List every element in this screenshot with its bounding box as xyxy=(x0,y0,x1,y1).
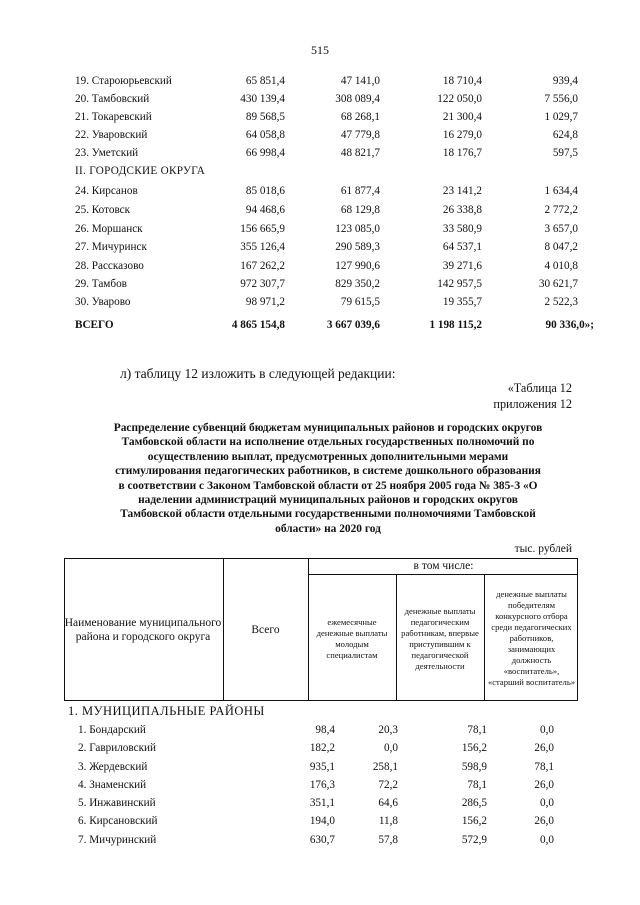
table-row xyxy=(75,145,580,162)
cell-value: 829 350,2 xyxy=(335,278,380,290)
cell-value: 4 010,8 xyxy=(544,260,578,272)
cell-value: 1 198 115,2 xyxy=(429,319,482,331)
column-header-young-specialists: ежемесячные денежные выплаты молодым специалистам xyxy=(316,616,388,660)
table-row xyxy=(75,221,580,238)
cell-value: 0,0 xyxy=(540,834,554,846)
total-label: ВСЕГО xyxy=(75,319,114,331)
cell-value: 26,0 xyxy=(534,779,554,791)
cell-total: 430 139,4 xyxy=(240,93,285,105)
cell-value: 68 129,8 xyxy=(340,204,380,216)
table-row xyxy=(78,722,578,739)
units-label: тыс. рублей xyxy=(514,543,572,555)
row-name: 22. Уваровский xyxy=(75,129,148,141)
column-header-competition-winners: денежные выплаты победителям конкурсного отбора среди педагогических работников, занимающих должность «воспитатель», «старший воспитатель» xyxy=(487,589,576,687)
column-header-including: в том числе: xyxy=(413,560,474,572)
cell-value: 16 279,0 xyxy=(442,129,482,141)
row-name: 1. Бондарский xyxy=(78,724,146,736)
cell-value: 18 176,7 xyxy=(442,147,482,159)
table-row xyxy=(75,183,580,200)
cell-value: 26 338,8 xyxy=(442,204,482,216)
table-row xyxy=(78,795,578,812)
cell-value: 30 621,7 xyxy=(538,278,578,290)
cell-value: 939,4 xyxy=(552,75,578,87)
cell-value: 572,9 xyxy=(461,834,487,846)
cell-value: 286,5 xyxy=(461,797,487,809)
title-line: области» на 2020 год xyxy=(275,522,381,535)
table-row xyxy=(78,759,578,776)
row-name: 2. Гавриловский xyxy=(78,742,156,754)
row-name: 21. Токаревский xyxy=(75,111,152,123)
cell-value: 156,2 xyxy=(461,815,487,827)
cell-total: 355 126,4 xyxy=(240,241,285,253)
row-name: 27. Мичуринск xyxy=(75,241,147,253)
cell-value: 0,0 xyxy=(540,797,554,809)
cell-value: 11,8 xyxy=(378,815,398,827)
table-row xyxy=(78,832,578,849)
title-line: стимулирования педагогических работников, в системе дошкольного образования xyxy=(115,465,541,478)
cell-value: 258,1 xyxy=(372,761,398,773)
row-name: 5. Инжавинский xyxy=(78,797,156,809)
cell-total: 972 307,7 xyxy=(240,278,285,290)
cell-value: 1 029,7 xyxy=(544,111,578,123)
cell-total: 351,1 xyxy=(309,797,335,809)
cell-value: 26,0 xyxy=(534,815,554,827)
cell-value: 0,0 xyxy=(384,742,398,754)
annex-table-label: «Таблица 12 xyxy=(507,381,572,395)
row-name: 23. Уметский xyxy=(75,147,139,159)
cell-total: 94 468,6 xyxy=(245,204,285,216)
cell-value: 68 268,1 xyxy=(340,111,380,123)
cell-value: 3 657,0 xyxy=(544,223,578,235)
cell-value: 90 336,0»; xyxy=(545,319,594,331)
cell-value: 142 957,5 xyxy=(437,278,482,290)
cell-value: 0,0 xyxy=(540,724,554,736)
cell-value: 123 085,0 xyxy=(335,223,380,235)
cell-value: 18 710,4 xyxy=(442,75,482,87)
cell-total: 194,0 xyxy=(309,815,335,827)
cell-value: 20,3 xyxy=(378,724,398,736)
cell-total: 65 851,4 xyxy=(245,75,285,87)
table-row xyxy=(75,73,580,90)
cell-value: 33 580,9 xyxy=(442,223,482,235)
table-row xyxy=(78,813,578,830)
title-line: в соответствии с Законом Тамбовской области от 25 ноября 2005 года № 385-З «О xyxy=(118,479,538,492)
table-header xyxy=(64,558,578,701)
row-name: 24. Кирсанов xyxy=(75,185,138,197)
cell-value: 26,0 xyxy=(534,742,554,754)
cell-value: 78,1 xyxy=(467,779,487,791)
cell-value: 21 300,4 xyxy=(442,111,482,123)
cell-value: 64 537,1 xyxy=(442,241,482,253)
cell-value: 308 089,4 xyxy=(335,93,380,105)
column-header-total: Всего xyxy=(251,623,280,636)
amendment-instruction: л) таблицу 12 изложить в следующей редакции: xyxy=(120,366,396,381)
row-name: 6. Кирсановский xyxy=(78,815,158,827)
cell-total: 85 018,6 xyxy=(245,185,285,197)
cell-value: 19 355,7 xyxy=(442,296,482,308)
page-number: 515 xyxy=(311,43,329,57)
title-line: наделении администраций муниципальных районов и городских округов xyxy=(138,494,518,507)
table-row xyxy=(75,127,580,144)
cell-total: 98,4 xyxy=(315,724,335,736)
row-name: 28. Рассказово xyxy=(75,260,144,272)
cell-value: 597,5 xyxy=(552,147,578,159)
cell-value: 47 141,0 xyxy=(340,75,380,87)
row-name: 29. Тамбов xyxy=(75,278,127,290)
cell-total: 89 568,5 xyxy=(245,111,285,123)
annex-appendix-label: приложения 12 xyxy=(493,397,572,411)
cell-value: 78,1 xyxy=(534,761,554,773)
table-row xyxy=(75,239,580,256)
row-name: 20. Тамбовский xyxy=(75,93,150,105)
cell-value: 290 589,3 xyxy=(335,241,380,253)
cell-value: 1 634,4 xyxy=(544,185,578,197)
cell-total: 64 058,8 xyxy=(245,129,285,141)
cell-value: 72,2 xyxy=(378,779,398,791)
cell-value: 127 990,6 xyxy=(335,260,380,272)
cell-total: 156 665,9 xyxy=(240,223,285,235)
table-row xyxy=(75,294,580,311)
cell-value: 7 556,0 xyxy=(544,93,578,105)
title-line: Тамбовской области на исполнение отдельных государственных полномочий по xyxy=(121,436,535,449)
cell-value: 64,6 xyxy=(378,797,398,809)
title-line: Распределение субвенций бюджетам муниципальных районов и городских округов xyxy=(113,422,543,434)
cell-value: 78,1 xyxy=(467,724,487,736)
table-title xyxy=(78,421,578,536)
cell-value: 598,9 xyxy=(461,761,487,773)
section-heading: II. ГОРОДСКИЕ ОКРУГА xyxy=(75,165,206,177)
row-name: 7. Мичуринский xyxy=(78,834,157,846)
column-header-first-time-teachers: денежные выплаты педагогическим работникам, впервые приступившим к педагогической деятельности xyxy=(401,605,479,671)
cell-total: 98 971,2 xyxy=(245,296,285,308)
cell-value: 39 271,6 xyxy=(442,260,482,272)
cell-total: 176,3 xyxy=(309,779,335,791)
cell-value: 156,2 xyxy=(461,742,487,754)
cell-total: 4 865 154,8 xyxy=(231,319,285,331)
cell-value: 23 141,2 xyxy=(442,185,482,197)
cell-value: 2 772,2 xyxy=(544,204,578,216)
table-row xyxy=(78,740,578,757)
cell-total: 182,2 xyxy=(309,742,335,754)
table-row xyxy=(75,276,580,293)
cell-value: 61 877,4 xyxy=(340,185,380,197)
cell-value: 122 050,0 xyxy=(437,93,482,105)
row-name: 30. Уварово xyxy=(75,296,131,308)
title-line: Тамбовской области отдельными государственными полномочиями Тамбовской xyxy=(120,508,536,521)
cell-value: 79 615,5 xyxy=(340,296,380,308)
cell-total: 66 998,4 xyxy=(245,147,285,159)
table-row xyxy=(75,202,580,219)
cell-value: 8 047,2 xyxy=(544,241,578,253)
subheader-divider xyxy=(308,574,578,575)
row-name: 4. Знаменский xyxy=(78,779,147,791)
cell-total: 167 262,2 xyxy=(240,260,285,272)
table-row xyxy=(78,777,578,794)
cell-value: 2 522,3 xyxy=(544,296,578,308)
cell-value: 57,8 xyxy=(378,834,398,846)
row-name: 19. Староюрьевский xyxy=(75,75,172,87)
cell-value: 3 667 039,6 xyxy=(326,319,380,331)
cell-total: 630,7 xyxy=(309,834,335,846)
column-header-name: Наименование муниципального района и городского округа xyxy=(64,616,222,643)
table-row xyxy=(75,91,580,108)
row-name: 26. Моршанск xyxy=(75,223,143,235)
section-heading: 1. МУНИЦИПАЛЬНЫЕ РАЙОНЫ xyxy=(68,704,265,718)
cell-value: 47 779,8 xyxy=(340,129,380,141)
row-name: 3. Жердевский xyxy=(78,761,148,773)
cell-value: 624,8 xyxy=(552,129,578,141)
cell-total: 935,1 xyxy=(309,761,335,773)
total-row xyxy=(75,317,594,334)
title-line: осуществлению выплат, предусмотренных дополнительными мерами xyxy=(147,450,509,463)
table-row xyxy=(75,258,580,275)
table-row xyxy=(75,109,580,126)
cell-value: 48 821,7 xyxy=(340,147,380,159)
row-name: 25. Котовск xyxy=(75,204,131,216)
